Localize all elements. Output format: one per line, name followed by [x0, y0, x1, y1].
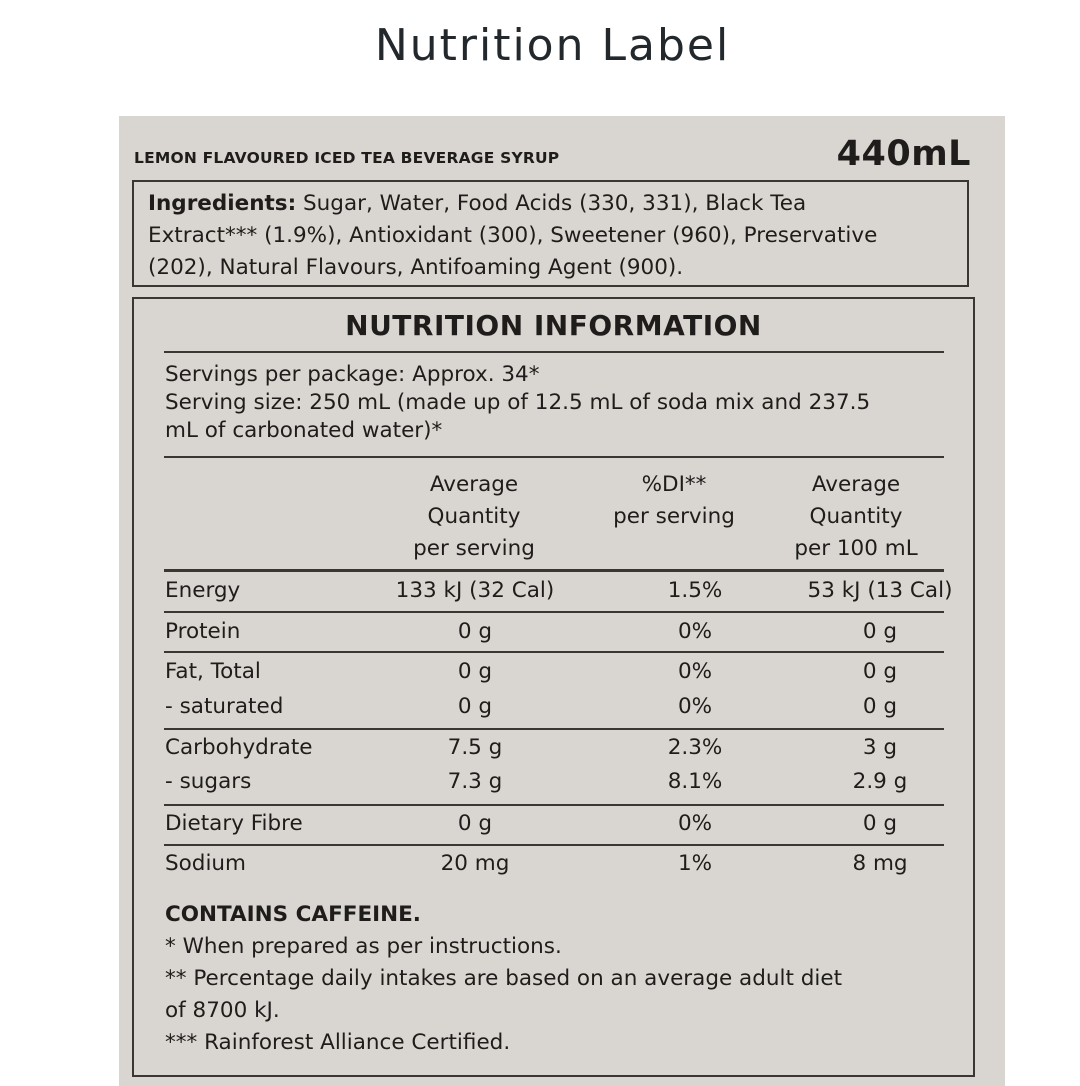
per-serving-value: 20 mg [440, 851, 510, 876]
footnote: *** Rainforest Alliance Certified. [165, 1030, 511, 1055]
per-100ml-value: 8 mg [852, 851, 908, 876]
per-serving-value: 0 g [457, 694, 493, 719]
di-value: 1.5% [667, 578, 723, 603]
di-value: 0% [677, 811, 713, 836]
header-text: per 100 mL [794, 536, 918, 561]
servings-per-package: Servings per package: Approx. 34* [165, 362, 540, 387]
di-value: 0% [677, 694, 713, 719]
per-serving-value: 7.3 g [447, 769, 503, 794]
di-value: 0% [677, 659, 713, 684]
divider [164, 728, 944, 730]
divider [164, 651, 944, 653]
divider [164, 844, 944, 846]
product-name: LEMON FLAVOURED ICED TEA BEVERAGE SYRUP [134, 149, 560, 167]
header-text: Quantity [427, 504, 521, 529]
nutrient-name: Carbohydrate [165, 735, 313, 760]
ingredients-line-2: Extract*** (1.9%), Antioxidant (300), Sweetener (960), Preservative [148, 223, 878, 248]
nutrient-name: Dietary Fibre [165, 811, 303, 836]
page-title: Nutrition Label [374, 20, 731, 71]
per-serving-value: 0 g [457, 811, 493, 836]
nutrient-name: Energy [165, 578, 241, 603]
per-100ml-value: 0 g [862, 619, 898, 644]
footnote: ** Percentage daily intakes are based on an average adult diet [165, 966, 842, 991]
footer-notes [165, 899, 842, 1059]
di-value: 0% [677, 619, 713, 644]
column-header-per-100ml [756, 469, 956, 565]
header-text: per serving [613, 504, 735, 529]
divider [164, 351, 944, 353]
footnote: of 8700 kJ. [165, 998, 280, 1023]
nutrition-information-box [132, 297, 975, 1077]
serving-size-line-2: mL of carbonated water)* [165, 418, 443, 443]
footnote: * When prepared as per instructions. [165, 934, 562, 959]
ingredients-line-3: (202), Natural Flavours, Antifoaming Agent (900). [148, 255, 684, 280]
header-text: %DI** [641, 472, 707, 497]
nutrient-name: - sugars [165, 769, 252, 794]
ingredients-line-1: Sugar, Water, Food Acids (330, 331), Black Tea [296, 191, 807, 216]
header-text: per serving [413, 536, 535, 561]
per-100ml-value: 0 g [862, 659, 898, 684]
per-100ml-value: 0 g [862, 694, 898, 719]
product-volume: 440mL [836, 134, 971, 174]
nutrient-name: Sodium [165, 851, 246, 876]
di-value: 2.3% [667, 735, 723, 760]
divider [164, 456, 944, 458]
column-header-di [574, 469, 774, 533]
per-serving-value: 0 g [457, 619, 493, 644]
header-text: Average [429, 472, 519, 497]
per-serving-value: 133 kJ (32 Cal) [395, 578, 555, 603]
divider [164, 611, 944, 613]
serving-size-line-1: Serving size: 250 mL (made up of 12.5 mL of soda mix and 237.5 [165, 390, 871, 415]
divider [164, 569, 944, 572]
header-text: Average [811, 472, 901, 497]
nutrient-name: - saturated [165, 694, 284, 719]
nutrition-title: NUTRITION INFORMATION [345, 309, 762, 342]
ingredients-heading: Ingredients: [148, 191, 297, 216]
per-100ml-value: 2.9 g [852, 769, 908, 794]
caffeine-warning: CONTAINS CAFFEINE. [165, 902, 421, 927]
di-value: 8.1% [667, 769, 723, 794]
nutrition-label-panel [119, 116, 1005, 1086]
per-100ml-value: 0 g [862, 811, 898, 836]
di-value: 1% [677, 851, 713, 876]
per-100ml-value: 53 kJ (13 Cal) [807, 578, 953, 603]
serving-info [165, 361, 935, 445]
ingredients-box [132, 180, 969, 287]
per-serving-value: 7.5 g [447, 735, 503, 760]
divider [164, 804, 944, 806]
per-serving-value: 0 g [457, 659, 493, 684]
nutrient-name: Fat, Total [165, 659, 261, 684]
per-100ml-value: 3 g [862, 735, 898, 760]
header-text: Quantity [809, 504, 903, 529]
nutrient-name: Protein [165, 619, 241, 644]
